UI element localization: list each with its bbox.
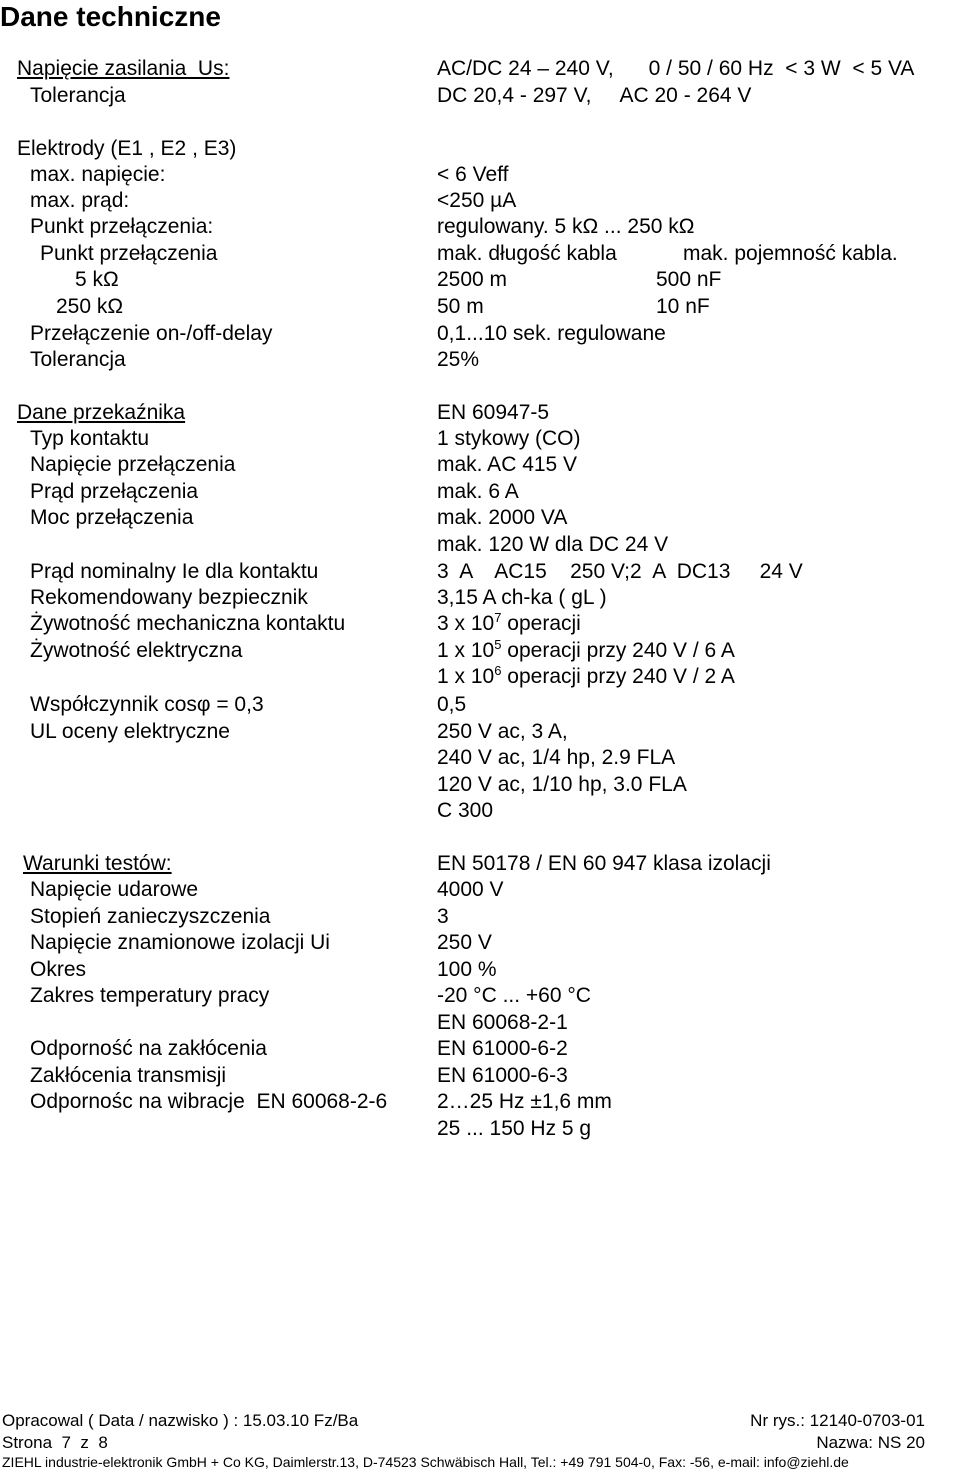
ul-value-3: 120 V ac, 1/10 hp, 3.0 FLA xyxy=(437,773,687,796)
switch-point-value: regulowany. 5 kΩ ... 250 kΩ xyxy=(437,215,695,238)
nominal-current-label: Prąd nominalny Ie dla kontaktu xyxy=(30,560,319,583)
contact-type-label: Typ kontaktu xyxy=(30,427,150,450)
switch-power-value: mak. 2000 VA xyxy=(437,506,568,529)
cos-label: Współczynnik cosφ = 0,3 xyxy=(30,693,264,716)
electrode-tolerance-label: Tolerancja xyxy=(30,348,126,371)
surge-value: 4000 V xyxy=(437,878,504,901)
immunity-value: EN 61000-6-2 xyxy=(437,1037,568,1060)
supply-tolerance-label: Tolerancja xyxy=(30,84,126,107)
surge-label: Napięcie udarowe xyxy=(30,878,199,901)
electric-life-label: Żywotność elektryczna xyxy=(30,639,243,662)
cable-length-header: mak. długość kabla xyxy=(437,242,617,265)
mech-life-value: 3 x $10^7$ operacji xyxy=(437,610,581,635)
emission-value: EN 61000-6-3 xyxy=(437,1064,568,1087)
row1-capacity: 500 nF xyxy=(656,268,722,291)
page-title: Dane techniczne xyxy=(0,1,221,32)
cos-value: 0,5 xyxy=(437,693,467,716)
pollution-value: 3 xyxy=(437,905,449,928)
nominal-current-value: 3 A AC15 250 V;2 A DC13 24 V xyxy=(437,560,803,583)
supply-value: AC/DC 24 – 240 V, 0 / 50 / 60 Hz < 3 W < 5 VA xyxy=(437,57,915,80)
footer-company: ZIEHL industrie-elektronik GmbH + Co KG, Daimlerstr.13, D-74523 Schwäbisch Hall, Tel.: +49 791 504-0, Fax: -56, e-mail: info@ziehl.de xyxy=(2,1454,849,1470)
switch-current-value: mak. 6 A xyxy=(437,480,519,503)
supply-tolerance-value: DC 20,4 - 297 V, AC 20 - 264 V xyxy=(437,84,752,107)
supply-label: Napięcie zasilania Us: xyxy=(17,57,230,80)
cable-capacity-header: mak. pojemność kabla. xyxy=(683,242,898,265)
period-label: Okres xyxy=(30,958,87,981)
ul-value-2: 240 V ac, 1/4 hp, 2.9 FLA xyxy=(437,746,676,769)
vibration-value: 2…25 Hz ±1,6 mm xyxy=(437,1090,612,1113)
switch-current-label: Prąd przełączenia xyxy=(30,480,199,503)
temperature-value: -20 °C ... +60 °C xyxy=(437,984,591,1007)
emission-label: Zakłócenia transmisji xyxy=(30,1064,227,1087)
electric-life-value-2: 1 x $10^6$ operacji przy 240 V / 2 A xyxy=(437,663,735,688)
insulation-label: Napięcie znamionowe izolacji Ui xyxy=(30,931,330,954)
electrode-tolerance-value: 25% xyxy=(437,348,480,371)
switch-voltage-label: Napięcie przełączenia xyxy=(30,453,236,476)
electrodes-heading: Elektrody (E1 , E2 , E3) xyxy=(17,137,237,160)
pollution-label: Stopień zanieczyszczenia xyxy=(30,905,271,928)
vibration-label: Odpornośc na wibracje EN 60068-2-6 xyxy=(30,1090,388,1113)
max-voltage-value: < 6 Veff xyxy=(437,163,509,186)
insulation-value: 250 V xyxy=(437,931,492,954)
row2-label: 250 kΩ xyxy=(56,295,124,318)
switch-power-label: Moc przełączenia xyxy=(30,506,194,529)
temperature-standard: EN 60068-2-1 xyxy=(437,1011,568,1034)
footer-prepared: Opracowal ( Data / nazwisko ) : 15.03.10 Fz/Ba xyxy=(2,1411,359,1430)
contact-type-value: 1 stykowy (CO) xyxy=(437,427,581,450)
temperature-label: Zakres temperatury pracy xyxy=(30,984,270,1007)
row1-length: 2500 m xyxy=(437,268,508,291)
footer-page: Strona 7 z 8 xyxy=(2,1433,108,1452)
mech-life-label: Żywotność mechaniczna kontaktu xyxy=(30,612,346,635)
ul-value-1: 250 V ac, 3 A, xyxy=(437,720,568,743)
tests-heading: Warunki testów: xyxy=(23,852,172,875)
relay-heading: Dane przekaźnika xyxy=(17,401,186,424)
ul-label: UL oceny elektryczne xyxy=(30,720,230,743)
delay-label: Przełączenie on-/off-delay xyxy=(30,322,273,345)
relay-standard: EN 60947-5 xyxy=(437,401,550,424)
footer-drawing-number: Nr rys.: 12140-0703-01 xyxy=(750,1411,925,1430)
electric-life-value-1: 1 x $10^5$ operacji przy 240 V / 6 A xyxy=(437,637,735,662)
max-current-value: <250 µA xyxy=(437,189,517,212)
period-value: 100 % xyxy=(437,958,497,981)
switch-point-label: Punkt przełączenia: xyxy=(30,215,214,238)
switch-power-dc-value: mak. 120 W dla DC 24 V xyxy=(437,533,669,556)
switch-point-table-label: Punkt przełączenia xyxy=(40,242,218,265)
fuse-value: 3,15 A ch-ka ( gL ) xyxy=(437,586,607,609)
ul-value-4: C 300 xyxy=(437,799,494,822)
fuse-label: Rekomendowany bezpiecznik xyxy=(30,586,308,609)
row2-length: 50 m xyxy=(437,295,484,318)
vibration-value-2: 25 ... 150 Hz 5 g xyxy=(437,1117,592,1140)
delay-value: 0,1...10 sek. regulowane xyxy=(437,322,666,345)
row2-capacity: 10 nF xyxy=(656,295,710,318)
switch-voltage-value: mak. AC 415 V xyxy=(437,453,578,476)
immunity-label: Odporność na zakłócenia xyxy=(30,1037,267,1060)
footer-name: Nazwa: NS 20 xyxy=(816,1433,925,1452)
max-voltage-label: max. napięcie: xyxy=(30,163,166,186)
tests-standard: EN 50178 / EN 60 947 klasa izolacji xyxy=(437,852,771,875)
max-current-label: max. prąd: xyxy=(30,189,130,212)
row1-label: 5 kΩ xyxy=(75,268,119,291)
